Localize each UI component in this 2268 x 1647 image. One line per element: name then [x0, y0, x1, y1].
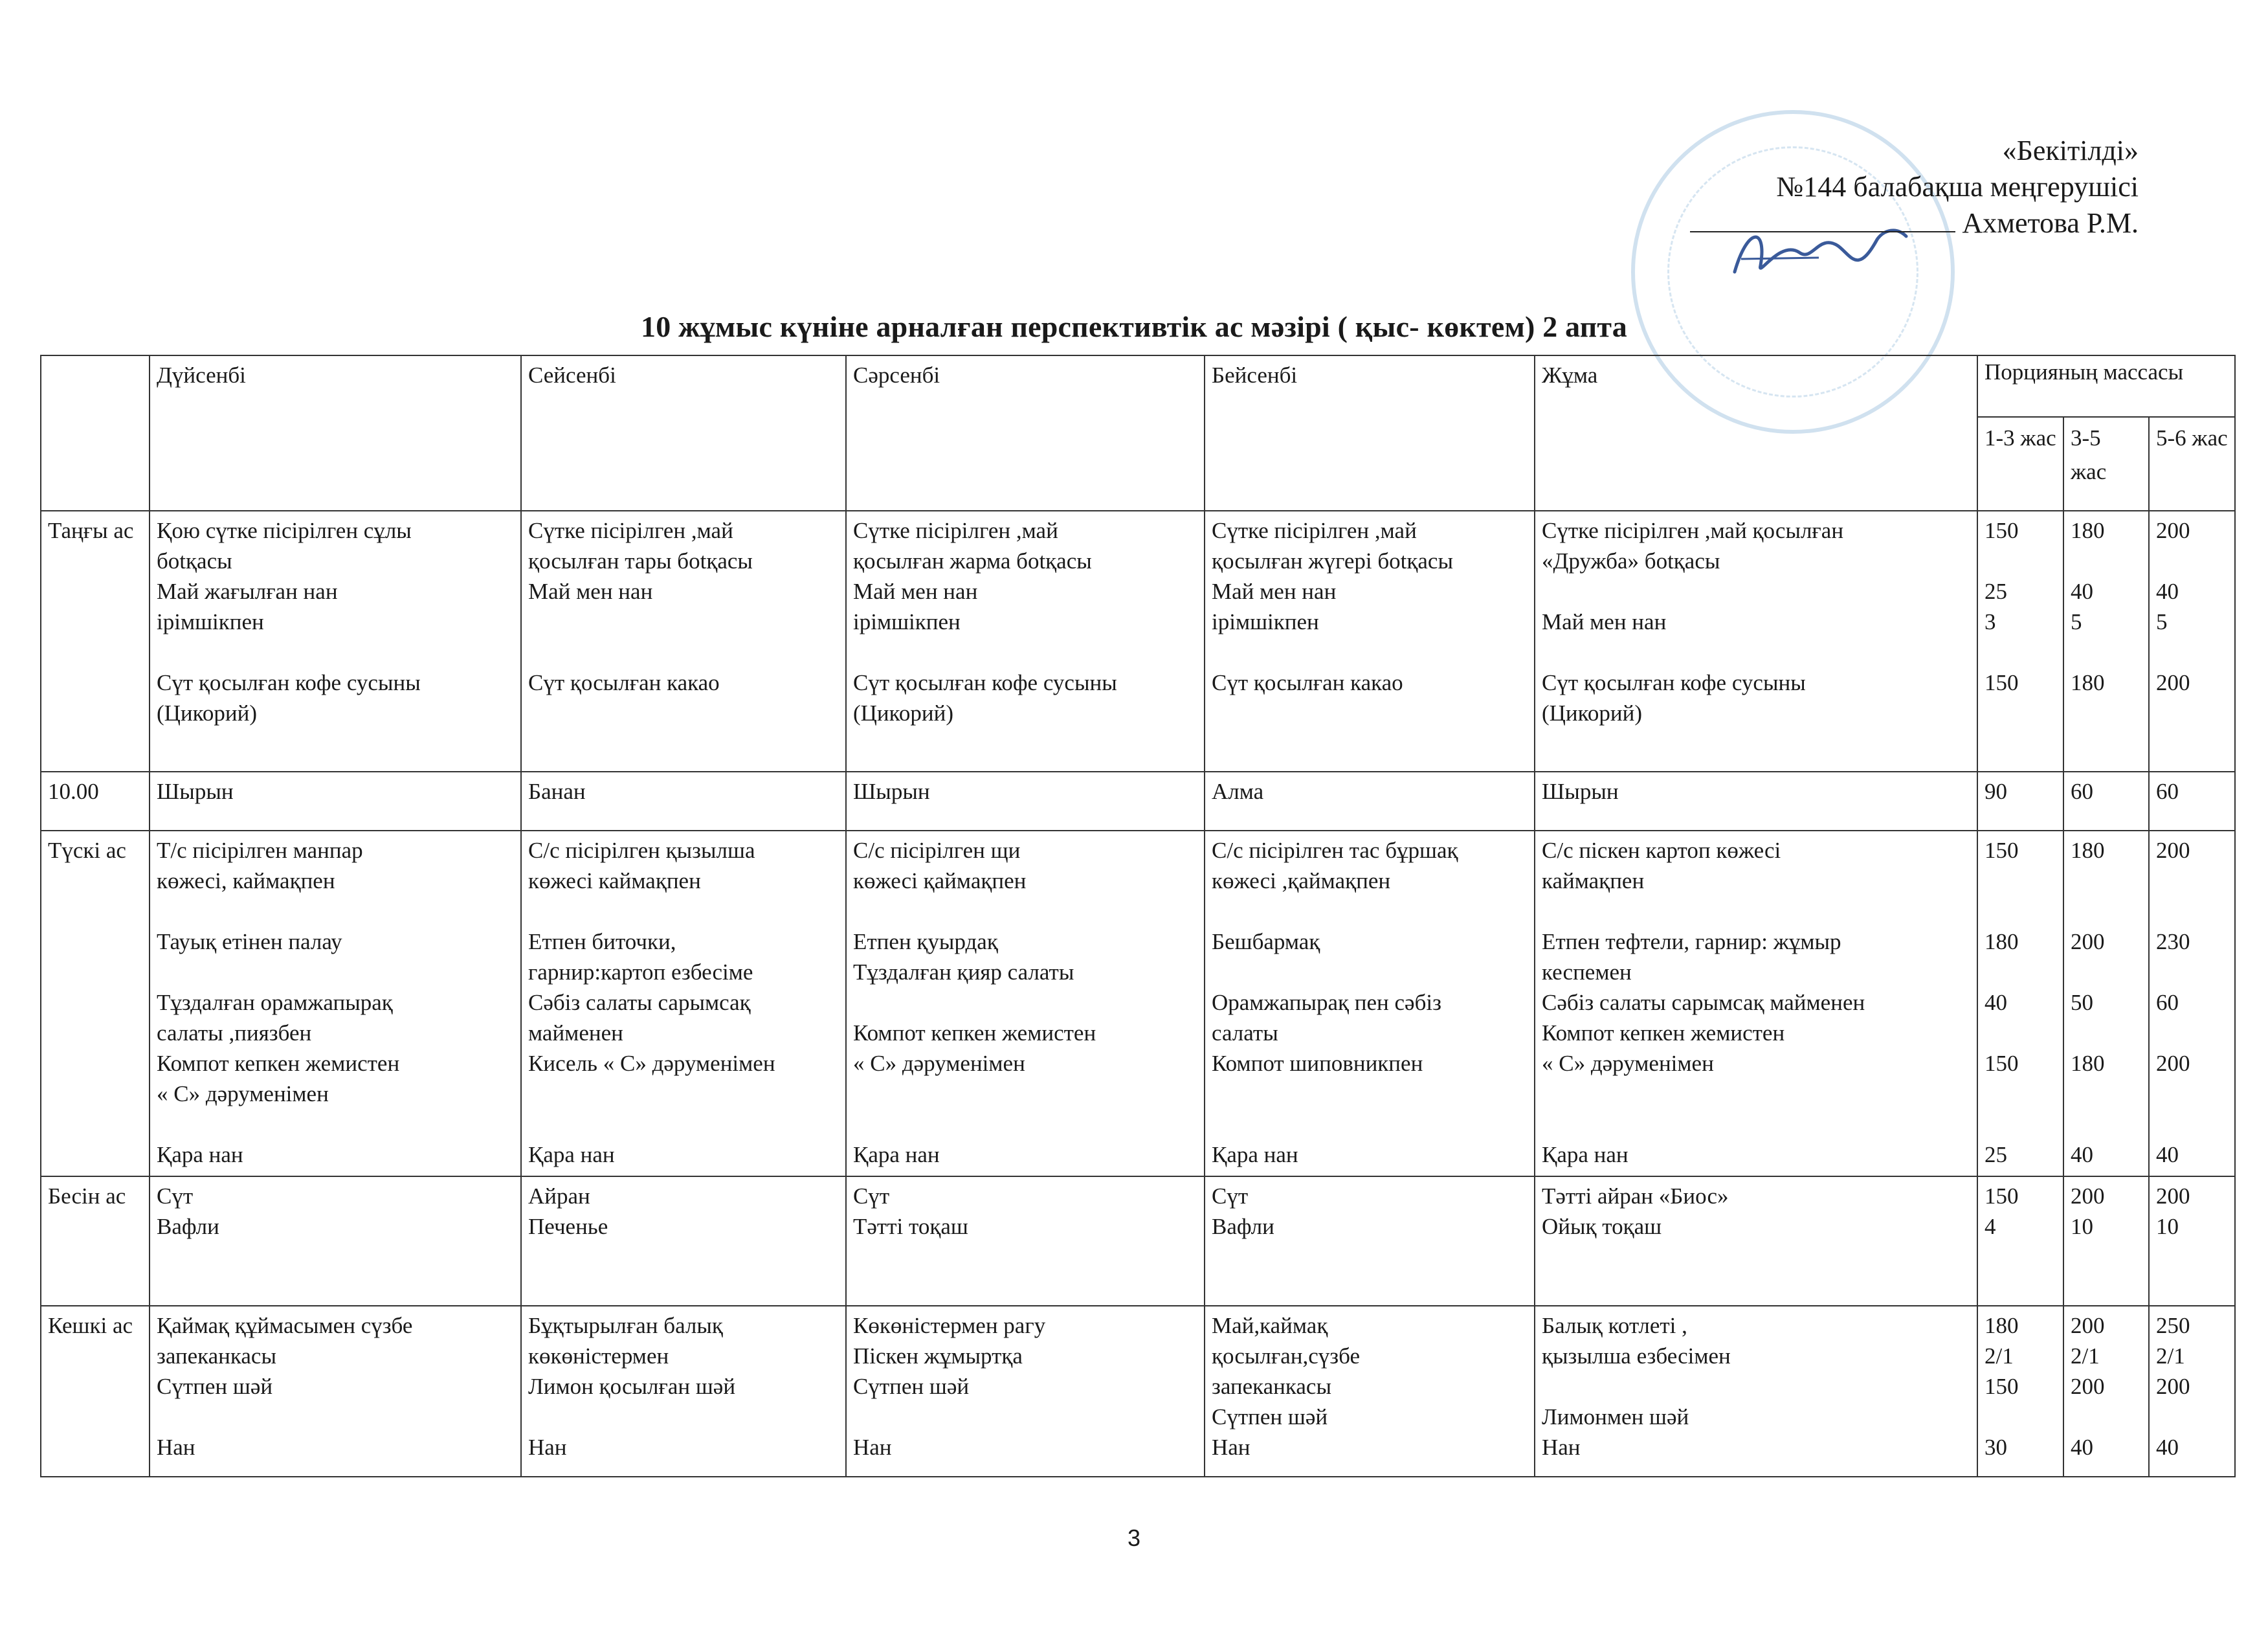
dish-line: Етпен тефтели, гарнир: жұмыр — [1542, 929, 1841, 954]
dish-line: « С» дәруменімен — [853, 1051, 1025, 1076]
dish-cell — [1205, 831, 1535, 1176]
mass-value: 180 — [2071, 1051, 2105, 1076]
dish-cell — [521, 1176, 846, 1306]
meal-row-breakfast — [41, 511, 2235, 772]
dish-line: Сүт — [853, 1183, 890, 1209]
mass-value: 5 — [2156, 609, 2168, 634]
dish-cell — [846, 511, 1205, 772]
dish-line — [157, 637, 514, 667]
dish-line: Т/с пісірілген манпар — [157, 838, 363, 863]
dish-cell — [1535, 831, 1977, 1176]
mass-value: 200 — [2071, 1183, 2105, 1209]
dish-line — [853, 1402, 1197, 1432]
mass-value: 40 — [2156, 1435, 2179, 1460]
dish-line: Орамжапырақ пен сәбіз — [1212, 990, 1441, 1015]
dish-line: Тұздалған орамжапырақ — [157, 990, 393, 1015]
mass-value — [2156, 1018, 2228, 1048]
age-header: 3-5 жас — [2063, 417, 2149, 511]
mass-value: 3 — [1984, 609, 1996, 634]
dish-line: С/с піскен картоп көжесі — [1542, 838, 1781, 863]
dish-line — [853, 987, 1197, 1018]
dish-line: запеканкасы — [157, 1343, 276, 1369]
dish-cell — [846, 1306, 1205, 1477]
meal-name: Бесін ас — [41, 1176, 150, 1306]
menu-table — [40, 355, 2236, 1477]
dish-line — [853, 637, 1197, 667]
mass-value: 30 — [1984, 1435, 2007, 1460]
dish-line: Бұқтырылған балық — [528, 1313, 723, 1338]
mass-value — [2071, 1402, 2142, 1432]
dish-line — [528, 1079, 839, 1109]
mass-value: 10 — [2071, 1214, 2093, 1239]
signatory-name: Ахметова Р.М. — [1962, 207, 2139, 239]
dish-line: қосылған жарма боtқасы — [853, 548, 1092, 574]
day-header: Сейсенбі — [521, 355, 846, 511]
mass-value — [1984, 1018, 2056, 1048]
mass-value: 60 — [2071, 779, 2093, 804]
dish-line — [853, 896, 1197, 926]
mass-value: 25 — [1984, 579, 2007, 604]
mass-value: 2/1 — [1984, 1343, 2014, 1369]
dish-line: Май мен нан — [1212, 579, 1337, 604]
dish-line: Алма — [1212, 779, 1264, 804]
dish-line: көжесі қаймақпен — [853, 868, 1027, 893]
mass-value — [2156, 957, 2228, 987]
corner-cell — [41, 355, 150, 511]
dish-line: Май мен нан — [853, 579, 978, 604]
mass-value: 150 — [1984, 1374, 2019, 1399]
dish-line — [1542, 637, 1970, 667]
dish-line: « С» дәруменімен — [1542, 1051, 1714, 1076]
dish-line: Сүт қосылған какао — [528, 670, 720, 695]
portion-mass-header: Порцияның массасы — [1977, 355, 2235, 417]
dish-line — [1212, 1109, 1528, 1139]
dish-line — [1542, 1371, 1970, 1402]
dish-line: «Дружба» боtқасы — [1542, 548, 1720, 574]
mass-value: 60 — [2156, 990, 2179, 1015]
dish-line: ірімшікпен — [1212, 609, 1319, 634]
dish-line: Вафли — [1212, 1214, 1274, 1239]
dish-line: Сүт — [157, 1183, 194, 1209]
dish-line: Көкөністермен рагу — [853, 1313, 1046, 1338]
dish-line: Қою сүтке пісірілген сұлы — [157, 518, 412, 543]
mass-value: 150 — [1984, 518, 2019, 543]
portion-mass-cell — [2149, 772, 2235, 831]
dish-cell — [1205, 772, 1535, 831]
dish-line: Етпен қуырдақ — [853, 929, 998, 954]
mass-value — [2156, 1402, 2228, 1432]
meal-row-afternoon — [41, 1176, 2235, 1306]
meal-row-dinner — [41, 1306, 2235, 1477]
dish-line — [528, 1402, 839, 1432]
dish-line: Шырын — [1542, 779, 1619, 804]
dish-line: Нан — [528, 1435, 567, 1460]
dish-cell — [1535, 772, 1977, 831]
mass-value — [1984, 866, 2056, 896]
dish-line: Қара нан — [157, 1142, 243, 1167]
signature-line — [1690, 205, 1955, 232]
mass-value: 180 — [2071, 518, 2105, 543]
dish-line — [853, 1079, 1197, 1109]
mass-value: 200 — [2071, 1313, 2105, 1338]
dish-line: (Цикорий) — [157, 700, 258, 726]
dish-line: салаты ,пиязбен — [157, 1020, 312, 1046]
mass-value — [2156, 896, 2228, 926]
mass-value: 200 — [2156, 1051, 2190, 1076]
mass-value — [1984, 637, 2056, 667]
dish-line — [1542, 896, 1970, 926]
dish-line: Лимонмен шәй — [1542, 1404, 1689, 1429]
dish-cell — [846, 772, 1205, 831]
mass-value — [2071, 1109, 2142, 1139]
mass-value — [1984, 1402, 2056, 1432]
dish-line — [1212, 637, 1528, 667]
dish-line: Шырын — [853, 779, 930, 804]
dish-line: С/с пісірілген қызылша — [528, 838, 755, 863]
dish-line: Қаймақ құймасымен сүзбе — [157, 1313, 413, 1338]
meal-name: Түскі ас — [41, 831, 150, 1176]
dish-cell — [1205, 1176, 1535, 1306]
mass-value: 10 — [2156, 1214, 2179, 1239]
dish-line: қосылған,сүзбе — [1212, 1343, 1361, 1369]
portion-mass-cell — [2063, 831, 2149, 1176]
dish-line: С/с пісірілген щи — [853, 838, 1021, 863]
dish-line — [1542, 1109, 1970, 1139]
dish-line — [853, 1109, 1197, 1139]
portion-mass-cell — [1977, 831, 2063, 1176]
dish-line: Вафли — [157, 1214, 219, 1239]
day-header: Бейсенбі — [1205, 355, 1535, 511]
dish-cell — [1535, 1176, 1977, 1306]
day-header: Сәрсенбі — [846, 355, 1205, 511]
dish-line: Сүтке пісірілген ,май қосылған — [1542, 518, 1844, 543]
dish-line: Кисель « С» дәруменімен — [528, 1051, 775, 1076]
dish-line: Печенье — [528, 1214, 608, 1239]
dish-line: Май,каймақ — [1212, 1313, 1328, 1338]
dish-line: Нан — [1542, 1435, 1581, 1460]
dish-line — [1212, 896, 1528, 926]
mass-value: 40 — [2156, 579, 2179, 604]
dish-line: (Цикорий) — [1542, 700, 1643, 726]
mass-value: 250 — [2156, 1313, 2190, 1338]
portion-mass-cell — [2149, 1306, 2235, 1477]
dish-line: Сүт қосылған кофе сусыны — [1542, 670, 1806, 695]
mass-value: 5 — [2071, 609, 2082, 634]
dish-cell — [1535, 511, 1977, 772]
dish-line: запеканкасы — [1212, 1374, 1331, 1399]
dish-line — [528, 1109, 839, 1139]
mass-value: 200 — [2156, 670, 2190, 695]
mass-value — [2071, 896, 2142, 926]
dish-line: Май мен нан — [528, 579, 653, 604]
portion-mass-cell — [1977, 1176, 2063, 1306]
dish-line — [157, 1109, 514, 1139]
dish-line: Сүтке пісірілген ,май — [1212, 518, 1417, 543]
dish-line — [1212, 1079, 1528, 1109]
header-row — [41, 355, 2235, 417]
meal-row-lunch — [41, 831, 2235, 1176]
portion-mass-cell — [2149, 511, 2235, 772]
dish-line: Май мен нан — [1542, 609, 1667, 634]
dish-line: « С» дәруменімен — [157, 1081, 329, 1106]
dish-line — [157, 896, 514, 926]
day-header: Жұма — [1535, 355, 1977, 511]
dish-cell — [846, 831, 1205, 1176]
dish-line: Компот кепкен жемистен — [853, 1020, 1096, 1046]
portion-mass-cell — [1977, 511, 2063, 772]
mass-value — [1984, 957, 2056, 987]
dish-line — [528, 896, 839, 926]
dish-line: Банан — [528, 779, 586, 804]
dish-cell — [150, 831, 521, 1176]
dish-cell — [521, 511, 846, 772]
meal-name: Таңғы ас — [41, 511, 150, 772]
mass-value — [2156, 546, 2228, 576]
portion-mass-cell — [2063, 772, 2149, 831]
dish-line: Сүтке пісірілген ,май — [853, 518, 1058, 543]
dish-cell — [521, 772, 846, 831]
portion-mass-cell — [2149, 1176, 2235, 1306]
mass-value — [2071, 546, 2142, 576]
page-number: 3 — [1127, 1525, 1141, 1551]
dish-line: Лимон қосылған шәй — [528, 1374, 736, 1399]
dish-line — [1542, 576, 1970, 607]
dish-line: көкөністермен — [528, 1343, 669, 1369]
dish-line: қосылған жүгері боtқасы — [1212, 548, 1453, 574]
mass-value: 40 — [1984, 990, 2007, 1015]
dish-line: ірімшікпен — [157, 609, 264, 634]
dish-cell — [150, 1176, 521, 1306]
portion-mass-cell — [2063, 1306, 2149, 1477]
dish-line — [528, 607, 839, 637]
approval-block — [1690, 133, 2139, 241]
mass-value: 90 — [1984, 779, 2007, 804]
mass-value: 40 — [2071, 1142, 2093, 1167]
meal-row-snack-1000 — [41, 772, 2235, 831]
dish-line: Май жағылған нан — [157, 579, 338, 604]
dish-line — [157, 957, 514, 987]
dish-line: Нан — [1212, 1435, 1251, 1460]
approval-heading: «Бекітілді» — [2002, 135, 2139, 166]
mass-value — [2156, 1079, 2228, 1109]
dish-line: Айран — [528, 1183, 590, 1209]
mass-value: 200 — [2156, 1374, 2190, 1399]
dish-line: Тәтті тоқаш — [853, 1214, 968, 1239]
mass-value: 180 — [2071, 838, 2105, 863]
dish-cell — [150, 772, 521, 831]
mass-value: 2/1 — [2071, 1343, 2100, 1369]
dish-line: Қара нан — [528, 1142, 615, 1167]
mass-value: 230 — [2156, 929, 2190, 954]
mass-value — [2156, 866, 2228, 896]
mass-value: 180 — [1984, 1313, 2019, 1338]
mass-value — [1984, 1079, 2056, 1109]
dish-line: Компот шиповникпен — [1212, 1051, 1423, 1076]
portion-mass-cell — [2063, 511, 2149, 772]
mass-value: 200 — [2156, 518, 2190, 543]
dish-line: Балық котлеті , — [1542, 1313, 1687, 1338]
document-title: 10 жұмыс күніне арналған перспективтік ас мәзірі ( қыс- көктем) 2 апта — [641, 310, 1627, 343]
dish-line: Нан — [157, 1435, 195, 1460]
dish-line: Сәбіз салаты сарымсақ майменен — [1542, 990, 1865, 1015]
mass-value — [1984, 896, 2056, 926]
mass-value: 200 — [2071, 929, 2105, 954]
dish-line: Сүтпен шәй — [157, 1374, 273, 1399]
dish-cell — [1535, 1306, 1977, 1477]
mass-value — [2071, 866, 2142, 896]
portion-mass-cell — [2063, 1176, 2149, 1306]
approval-position: №144 балабақша меңгерушісі — [1776, 171, 2139, 203]
dish-line: Сүтке пісірілген ,май — [528, 518, 733, 543]
meal-name: 10.00 — [41, 772, 150, 831]
dish-line: боtқасы — [157, 548, 232, 574]
dish-cell — [1205, 1306, 1535, 1477]
dish-line: қызылша езбесімен — [1542, 1343, 1731, 1369]
mass-value: 200 — [2156, 1183, 2190, 1209]
mass-value: 2/1 — [2156, 1343, 2185, 1369]
dish-cell — [846, 1176, 1205, 1306]
dish-line: каймақпен — [1542, 868, 1645, 893]
dish-line — [1542, 1079, 1970, 1109]
mass-value — [2071, 957, 2142, 987]
portion-mass-cell — [2149, 831, 2235, 1176]
mass-value — [2071, 1079, 2142, 1109]
mass-value: 200 — [2156, 838, 2190, 863]
dish-line: қосылған тары боtқасы — [528, 548, 753, 574]
mass-value: 150 — [1984, 670, 2019, 695]
mass-value — [2071, 1018, 2142, 1048]
dish-line: Сүт қосылған кофе сусыны — [853, 670, 1117, 695]
mass-value — [2071, 637, 2142, 667]
dish-line: көжесі ,қаймақпен — [1212, 868, 1391, 893]
mass-value: 60 — [2156, 779, 2179, 804]
dish-line: Тұздалған қияр салаты — [853, 959, 1074, 985]
dish-line: көжесі, каймақпен — [157, 868, 335, 893]
dish-line: Тәтті айран «Биос» — [1542, 1183, 1729, 1209]
dish-line: Сәбіз салаты сарымсақ — [528, 990, 751, 1015]
mass-value: 50 — [2071, 990, 2093, 1015]
dish-line: Сүт — [1212, 1183, 1249, 1209]
portion-mass-cell — [1977, 772, 2063, 831]
dish-line: Етпен биточки, — [528, 929, 676, 954]
dish-line: Қара нан — [1212, 1142, 1298, 1167]
dish-cell — [150, 1306, 521, 1477]
mass-value: 180 — [2071, 670, 2105, 695]
dish-line: көжесі каймақпен — [528, 868, 701, 893]
mass-value — [1984, 1109, 2056, 1139]
dish-line: Тауық етінен палау — [157, 929, 342, 954]
mass-value — [2156, 1109, 2228, 1139]
dish-line: Шырын — [157, 779, 234, 804]
mass-value: 150 — [1984, 1183, 2019, 1209]
mass-value: 150 — [1984, 1051, 2019, 1076]
dish-line: Қара нан — [1542, 1142, 1629, 1167]
dish-line: Компот кепкен жемистен — [1542, 1020, 1785, 1046]
mass-value — [1984, 546, 2056, 576]
dish-line: ірімшікпен — [853, 609, 961, 634]
mass-value: 150 — [1984, 838, 2019, 863]
dish-cell — [1205, 511, 1535, 772]
portion-mass-cell — [1977, 1306, 2063, 1477]
dish-line — [528, 637, 839, 667]
mass-value — [2156, 637, 2228, 667]
dish-line — [1212, 957, 1528, 987]
dish-cell — [150, 511, 521, 772]
dish-line: (Цикорий) — [853, 700, 954, 726]
dish-line: Сүтпен шәй — [853, 1374, 970, 1399]
age-header: 1-3 жас — [1977, 417, 2063, 511]
dish-cell — [521, 1306, 846, 1477]
dish-line: С/с пісірілген тас бұршақ — [1212, 838, 1458, 863]
mass-value: 25 — [1984, 1142, 2007, 1167]
dish-line: Компот кепкен жемистен — [157, 1051, 400, 1076]
dish-line: Ойық тоқаш — [1542, 1214, 1662, 1239]
dish-line: майменен — [528, 1020, 623, 1046]
mass-value: 40 — [2156, 1142, 2179, 1167]
age-header: 5-6 жас — [2149, 417, 2235, 511]
dish-line: Нан — [853, 1435, 892, 1460]
day-header: Дүйсенбі — [150, 355, 521, 511]
dish-line: Сүтпен шәй — [1212, 1404, 1328, 1429]
dish-line: Сүт қосылған кофе сусыны — [157, 670, 421, 695]
mass-value: 40 — [2071, 1435, 2093, 1460]
dish-line: Бешбармақ — [1212, 929, 1320, 954]
mass-value: 200 — [2071, 1374, 2105, 1399]
mass-value: 180 — [1984, 929, 2019, 954]
dish-cell — [521, 831, 846, 1176]
dish-line: Қара нан — [853, 1142, 940, 1167]
approval-signatory — [1690, 205, 2139, 241]
dish-line: Сүт қосылған какао — [1212, 670, 1403, 695]
meal-name: Кешкі ас — [41, 1306, 150, 1477]
dish-line — [157, 1402, 514, 1432]
dish-line: кеспемен — [1542, 959, 1632, 985]
dish-line: салаты — [1212, 1020, 1278, 1046]
dish-line: гарнир:картоп езбесіме — [528, 959, 753, 985]
mass-value: 4 — [1984, 1214, 1996, 1239]
mass-value: 40 — [2071, 579, 2093, 604]
dish-line: Піскен жұмыртқа — [853, 1343, 1023, 1369]
